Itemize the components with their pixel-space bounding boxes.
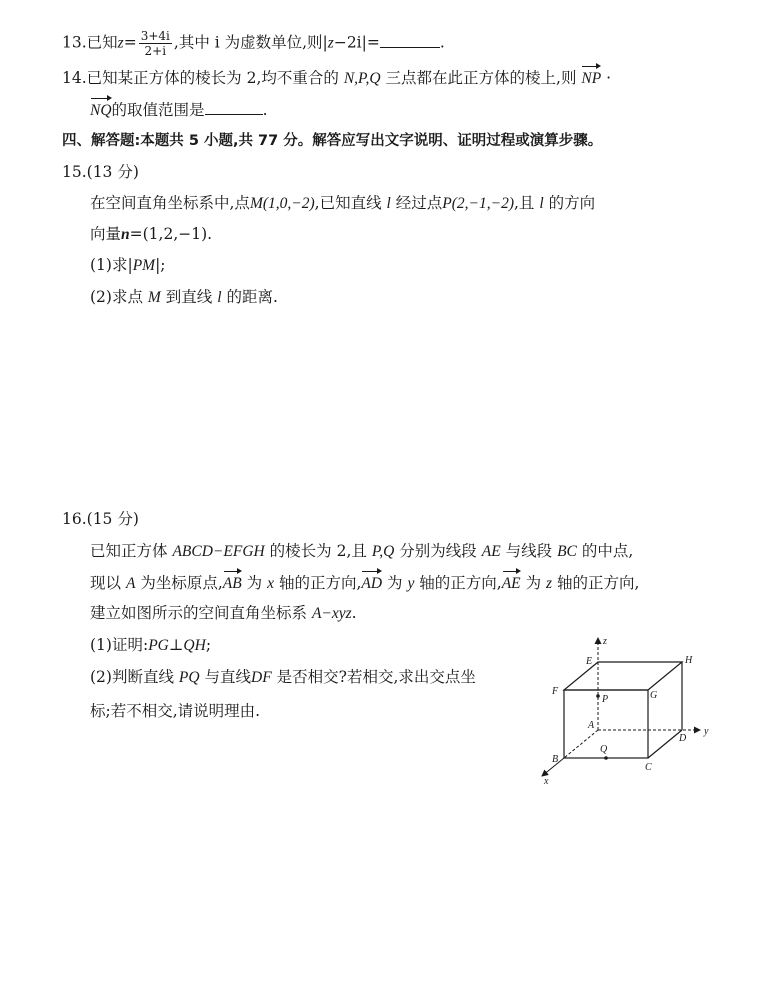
point-q (604, 756, 608, 760)
q14-text3: 的取值范围是 (111, 101, 205, 119)
q15-text-g: =(1,2,−1). (129, 225, 213, 243)
q16-text-i: 轴的正方向, (278, 574, 362, 592)
q14-vector-np: NP (581, 66, 601, 90)
q16-text-b: 的棱长为 2,且 (269, 542, 367, 560)
section-4-heading: 四、解答题:本题共 5 小题,共 77 分。解答应写出文字说明、证明过程或演算步骤。 (62, 133, 603, 149)
q14-text2: 三点都在此正方体的棱上,则 (385, 69, 577, 87)
q16-part2-line1 (90, 666, 476, 689)
x-axis-dashed (564, 730, 598, 758)
question-14-line1 (62, 66, 611, 90)
q16-vector-ae: AE (502, 571, 521, 595)
q16-number: 16.(15 分) (62, 510, 139, 528)
cube-top-face (564, 662, 682, 690)
label-q: Q (600, 744, 608, 755)
q16-vector-ab: AB (223, 571, 242, 595)
q13-frac-denominator: 2+i (144, 44, 167, 58)
q13-answer-blank (380, 31, 440, 48)
label-z: z (603, 636, 607, 647)
q14-vector-nq: NQ (90, 98, 112, 122)
q16-text-h: 为 (246, 574, 263, 592)
q16-text-n: 建立如图所示的空间直角坐标系 (90, 604, 308, 622)
q15-text-d: ,且 (514, 194, 535, 212)
point-p (596, 694, 600, 698)
q16-text-d: 与线段 (505, 542, 553, 560)
label-c: C (645, 762, 652, 773)
q16-a: A (125, 575, 136, 592)
cube-figure (530, 632, 720, 787)
q13-frac-numerator: 3+4i (140, 29, 170, 43)
q15-line-l: l (386, 195, 391, 212)
q16-text-m: 轴的正方向, (557, 574, 640, 592)
q16-text-l: 为 (525, 574, 542, 592)
q15-number: 15.(13 分) (62, 163, 139, 181)
q16-text-e: 的中点, (581, 542, 634, 560)
q15-text-e: 的方向 (548, 194, 596, 212)
q15-part2-b: 到直线 (165, 288, 213, 306)
q16-text-k: 轴的正方向, (419, 574, 502, 592)
q15-line2 (90, 223, 212, 246)
q15-text-a: 在空间直角坐标系中,点 (90, 194, 250, 212)
question-13 (62, 29, 445, 58)
label-f: F (552, 686, 559, 697)
q16-part2-pq: PQ (178, 669, 200, 686)
q14-points: N,P,Q (343, 70, 381, 87)
q15-point-m: M(1,0,−2) (249, 195, 315, 212)
q15-part1-a: (1)求| (90, 256, 133, 274)
q14-answer-blank (205, 98, 263, 115)
q13-abs-tail: −2i|= (333, 33, 380, 52)
q16-axyz: A−xyz (311, 605, 352, 622)
q16-line1 (90, 540, 633, 563)
edge-DC (648, 730, 682, 758)
q13-var-z: z (117, 34, 124, 52)
q15-part2-m: M (147, 289, 161, 306)
label-g: G (650, 690, 658, 701)
q16-ae: AE (481, 543, 501, 560)
q16-part2-a: (2)判断直线 (90, 668, 174, 686)
question-14-line2 (90, 98, 268, 122)
label-h: H (685, 655, 693, 666)
q16-line3 (90, 602, 357, 625)
q16-part2-b: 与直线 (204, 668, 252, 686)
q16-text-f: 现以 (90, 574, 122, 592)
label-b: B (552, 754, 559, 765)
q16-text-a: 已知正方体 (90, 542, 168, 560)
q15-text-b: ,已知直线 (314, 194, 382, 212)
q15-text-f: 向量 (90, 225, 122, 243)
q13-var-z2: z (327, 34, 334, 52)
label-p: P (602, 694, 609, 705)
q15-part2 (90, 286, 278, 309)
q15-line1 (90, 192, 595, 215)
q15-line-l2: l (539, 195, 544, 212)
q14-dot: · (606, 69, 612, 87)
label-e: E (586, 656, 593, 667)
q15-part1-b: |; (155, 256, 166, 274)
q13-end: . (439, 33, 445, 52)
q16-part1 (90, 634, 211, 657)
q15-part2-l: l (217, 289, 222, 306)
q16-cube: ABCD−EFGH (172, 543, 265, 560)
label-x: x (544, 776, 549, 787)
q16-text-g: 为坐标原点, (140, 574, 223, 592)
q16-z: z (546, 575, 553, 592)
q16-part1-a: (1)证明: (90, 636, 149, 654)
q15-part1-pm: PM (132, 257, 156, 274)
q16-line2 (90, 571, 639, 595)
q16-part2-line2: 标;若不相交,请说明理由. (90, 702, 261, 720)
q15-point-p: P(2,−1,−2) (442, 195, 514, 212)
q16-text-j: 为 (387, 574, 403, 592)
q15-part2-a: (2)求点 (90, 288, 143, 306)
q14-end: . (262, 101, 268, 119)
q16-x: x (267, 575, 275, 592)
q16-vector-ad: AD (361, 571, 382, 595)
label-a: A (588, 720, 595, 731)
q16-pq: P,Q (371, 543, 395, 560)
q14-number: 14. (62, 69, 87, 87)
q16-text-c: 分别为线段 (399, 542, 477, 560)
q16-y: y (407, 575, 415, 592)
q13-fraction (139, 29, 172, 58)
q13-prefix: 已知 (86, 33, 118, 52)
q16-part2-c: 是否相交?若相交,求出交点坐 (276, 668, 476, 686)
label-y: y (704, 726, 709, 737)
q14-text1: 已知某正方体的棱长为 2,均不重合的 (86, 69, 339, 87)
label-d: D (679, 733, 687, 744)
q13-eq: = (123, 33, 137, 52)
q15-part2-c: 的距离. (226, 288, 278, 306)
q16-part2-df: DF (251, 669, 272, 686)
q15-vector-n: n (121, 226, 130, 243)
q16-text-o: . (351, 604, 357, 622)
q16-part1-b: ; (205, 636, 212, 654)
q16-bc: BC (557, 543, 577, 560)
q15-part1 (90, 254, 166, 277)
q13-middle: ,其中 i 为虚数单位,则| (173, 33, 328, 52)
q13-number: 13. (62, 33, 87, 52)
q16-part1-expr: PG⊥QH (148, 637, 206, 654)
q15-text-c: 经过点 (395, 194, 443, 212)
